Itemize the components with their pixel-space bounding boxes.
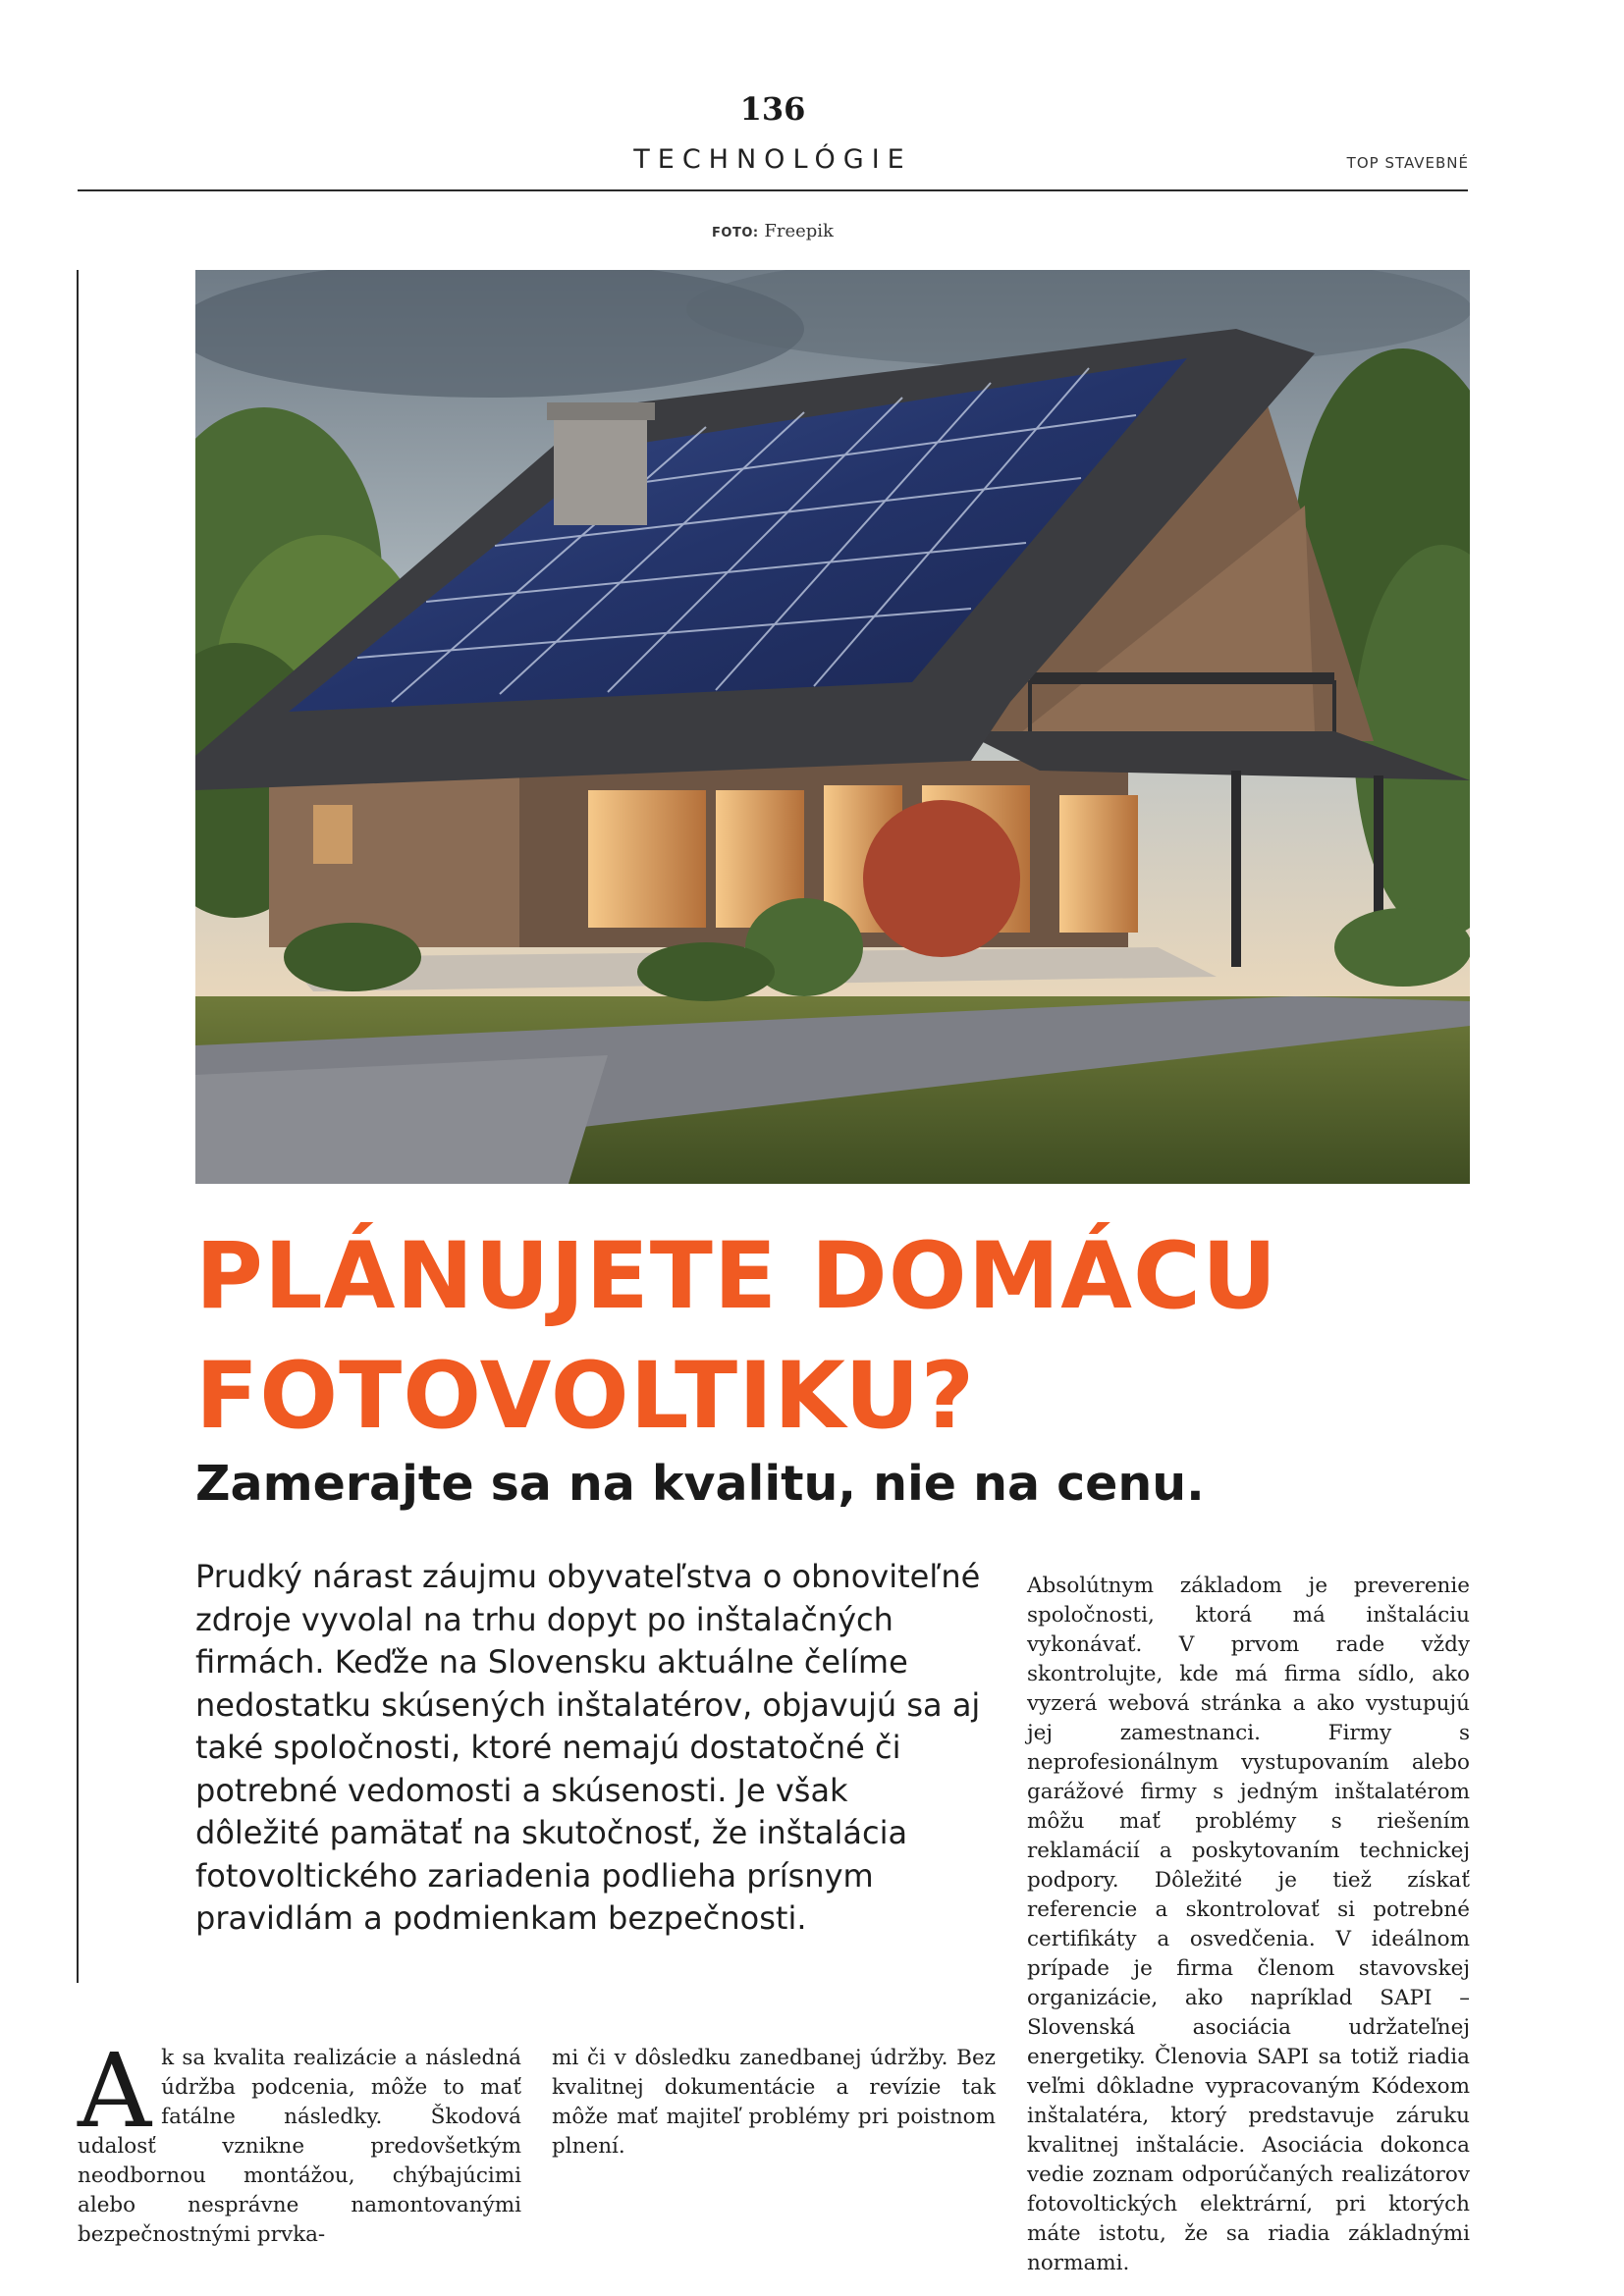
body-column-1-text: k sa kvalita realizácie a následná údržba podcenia, môže to mať fatálne následky. Škodová udalosť vznikne predovšetkým neodbornou montážou, chýbajúcimi alebo nesprávne namontovanými bezpečnostnými prvka- xyxy=(78,2046,521,2247)
margin-rule xyxy=(77,270,79,1983)
drop-cap: A xyxy=(78,2031,152,2151)
photo-credit xyxy=(0,221,1545,241)
house-illustration xyxy=(195,270,1470,1184)
header-rule xyxy=(78,189,1468,191)
headline xyxy=(195,1217,1491,1457)
house-photo xyxy=(195,270,1470,1184)
page-number: 136 xyxy=(739,90,806,128)
magazine-name: TOP STAVEBNÉ xyxy=(1346,154,1469,172)
body-column-3: Absolútnym základom je preverenie spoločnosti, ktorá má inštaláciu vykonávať. V prvom rade vždy skontrolujte, kde má firma sídlo, ako vyzerá webová stránka a ako vystupujú jej zamestnanci. Firmy s neprofesionálnym vystupovaním alebo garážové firmy s jedným inštalatérom môžu mať problémy s riešením reklamácií a poskytovaním technickej podpory. Dôležité je tiež získať referencie a skontrolovať si potrebné certifikáty a osvedčenia. V ideálnom prípade je firma členom stavovskej organizácie, ako napríklad SAPI – Slovenská asociácia udržateľnej energetiky. Členovia SAPI sa totiž riadia veľmi dôkladne vypracovaným Kódexom inštalatéra, ktorý predstavuje záruku kvalitnej inštalácie. Asociácia dokonca vedie zoznam odporúčaných realizátorov fotovoltických elektrární, pri ktorých máte istotu, že sa riadia základnými normami. xyxy=(1027,1574,1470,2275)
section-title: TECHNOLÓGIE xyxy=(633,144,912,175)
photo-credit-source: Freepik xyxy=(764,221,834,241)
headline-line-1: PLÁNUJETE DOMÁCU xyxy=(195,1223,1278,1330)
body-column-2: mi či v dôsledku zanedbanej údržby. Bez kvalitnej dokumentácie a revízie tak môže mať majiteľ problémy pri poistnom plnení. xyxy=(552,2046,996,2159)
lead-paragraph: Prudký nárast záujmu obyvateľstva o obnoviteľné zdroje vyvolal na trhu dopyt po inštalačných firmách. Keďže na Slovensku aktuálne čelíme nedostatku skúsených inštalatérov, objavujú sa aj také spoločnosti, ktoré nemajú dostatočné či potrebné vedomosti a skúsenosti. Je však dôležité pamätať na skutočnosť, že inštalácia fotovoltického zariadenia podlieha prísnym pravidlám a podmienkam bezpečnosti. xyxy=(195,1558,981,1937)
photo-credit-label: FOTO: xyxy=(712,226,759,240)
body-column-1 xyxy=(78,2031,521,2250)
subheadline: Zamerajte sa na kvalitu, nie na cenu. xyxy=(195,1456,1205,1512)
headline-line-2: FOTOVOLTIKU? xyxy=(195,1343,976,1450)
